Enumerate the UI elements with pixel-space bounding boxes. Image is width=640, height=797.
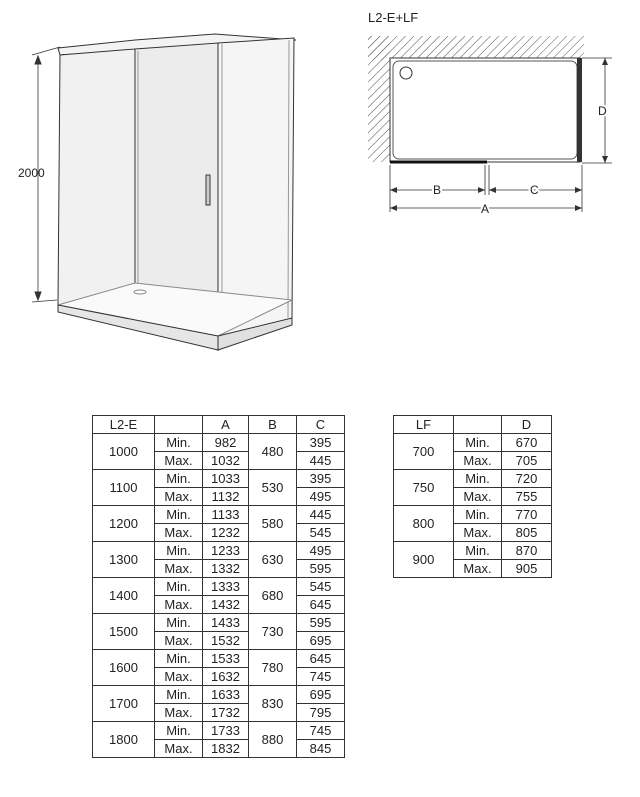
value-d-cell: 705 [502, 452, 552, 470]
value-c-cell: 445 [297, 506, 345, 524]
plan-view [368, 36, 612, 212]
value-b-cell: 730 [249, 614, 297, 650]
table-row [394, 542, 552, 560]
size-cell: 1100 [93, 470, 155, 506]
min-max-label: Max. [155, 488, 203, 506]
min-max-label: Max. [155, 524, 203, 542]
value-d-cell: 805 [502, 524, 552, 542]
header-cell: L2-E [93, 416, 155, 434]
min-max-label: Max. [454, 452, 502, 470]
size-cell: 750 [394, 470, 454, 506]
value-a-cell: 1533 [203, 650, 249, 668]
table-row [93, 434, 345, 452]
min-max-label: Min. [155, 686, 203, 704]
value-c-cell: 845 [297, 740, 345, 758]
value-a-cell: 1832 [203, 740, 249, 758]
min-max-label: Max. [454, 560, 502, 578]
min-max-label: Min. [454, 434, 502, 452]
header-cell: LF [394, 416, 454, 434]
min-max-label: Min. [454, 506, 502, 524]
value-a-cell: 1633 [203, 686, 249, 704]
table-row [394, 470, 552, 488]
table-row [93, 506, 345, 524]
value-d-cell: 905 [502, 560, 552, 578]
value-c-cell: 595 [297, 560, 345, 578]
size-cell: 900 [394, 542, 454, 578]
value-b-cell: 830 [249, 686, 297, 722]
value-a-cell: 1732 [203, 704, 249, 722]
min-max-label: Min. [155, 614, 203, 632]
min-max-label: Min. [454, 542, 502, 560]
size-cell: 1800 [93, 722, 155, 758]
table-row [93, 578, 345, 596]
min-max-label: Max. [155, 740, 203, 758]
value-c-cell: 745 [297, 722, 345, 740]
table-row [394, 506, 552, 524]
value-a-cell: 1433 [203, 614, 249, 632]
enclosure-3d-view [32, 34, 296, 350]
min-max-label: Max. [454, 524, 502, 542]
value-d-cell: 870 [502, 542, 552, 560]
value-a-cell: 1032 [203, 452, 249, 470]
value-a-cell: 1332 [203, 560, 249, 578]
min-max-label: Min. [155, 542, 203, 560]
value-c-cell: 795 [297, 704, 345, 722]
table-row [93, 614, 345, 632]
value-c-cell: 495 [297, 488, 345, 506]
value-a-cell: 1133 [203, 506, 249, 524]
min-max-label: Min. [155, 434, 203, 452]
value-b-cell: 580 [249, 506, 297, 542]
value-b-cell: 480 [249, 434, 297, 470]
plan-title: L2-E+LF [368, 10, 419, 25]
table-row [93, 686, 345, 704]
value-b-cell: 630 [249, 542, 297, 578]
value-a-cell: 1733 [203, 722, 249, 740]
value-b-cell: 680 [249, 578, 297, 614]
value-b-cell: 530 [249, 470, 297, 506]
value-d-cell: 670 [502, 434, 552, 452]
dim-label-c: C [530, 183, 539, 197]
lf-dimensions-table [393, 415, 552, 578]
min-max-label: Max. [155, 632, 203, 650]
header-cell: A [203, 416, 249, 434]
min-max-label: Min. [454, 470, 502, 488]
value-c-cell: 545 [297, 524, 345, 542]
table-header-row [93, 416, 345, 434]
header-cell: B [249, 416, 297, 434]
size-cell: 1200 [93, 506, 155, 542]
size-cell: 1000 [93, 434, 155, 470]
value-d-cell: 770 [502, 506, 552, 524]
size-cell: 800 [394, 506, 454, 542]
value-c-cell: 495 [297, 542, 345, 560]
value-a-cell: 1232 [203, 524, 249, 542]
table-header-row [394, 416, 552, 434]
value-c-cell: 445 [297, 452, 345, 470]
value-a-cell: 1033 [203, 470, 249, 488]
dim-label-b: B [433, 183, 442, 197]
min-max-label: Min. [155, 650, 203, 668]
dim-label-a: A [481, 202, 490, 216]
min-max-label: Max. [155, 452, 203, 470]
value-a-cell: 1333 [203, 578, 249, 596]
header-cell: C [297, 416, 345, 434]
value-c-cell: 645 [297, 596, 345, 614]
min-max-label: Max. [155, 668, 203, 686]
value-a-cell: 982 [203, 434, 249, 452]
min-max-label: Min. [155, 470, 203, 488]
header-cell: D [502, 416, 552, 434]
value-c-cell: 695 [297, 632, 345, 650]
size-cell: 1500 [93, 614, 155, 650]
header-cell [155, 416, 203, 434]
value-d-cell: 755 [502, 488, 552, 506]
value-a-cell: 1532 [203, 632, 249, 650]
min-max-label: Max. [155, 560, 203, 578]
value-c-cell: 395 [297, 434, 345, 452]
value-a-cell: 1233 [203, 542, 249, 560]
table-row [93, 542, 345, 560]
min-max-label: Max. [454, 488, 502, 506]
value-c-cell: 545 [297, 578, 345, 596]
table-row [93, 722, 345, 740]
value-b-cell: 780 [249, 650, 297, 686]
value-a-cell: 1132 [203, 488, 249, 506]
value-c-cell: 395 [297, 470, 345, 488]
l2e-dimensions-table [92, 415, 345, 758]
min-max-label: Max. [155, 704, 203, 722]
size-cell: 700 [394, 434, 454, 470]
size-cell: 1700 [93, 686, 155, 722]
min-max-label: Max. [155, 596, 203, 614]
table-row [93, 470, 345, 488]
value-a-cell: 1432 [203, 596, 249, 614]
min-max-label: Min. [155, 506, 203, 524]
value-b-cell: 880 [249, 722, 297, 758]
value-d-cell: 720 [502, 470, 552, 488]
header-cell [454, 416, 502, 434]
min-max-label: Min. [155, 578, 203, 596]
height-label: 2000 [18, 166, 45, 180]
size-cell: 1400 [93, 578, 155, 614]
value-c-cell: 595 [297, 614, 345, 632]
size-cell: 1600 [93, 650, 155, 686]
size-cell: 1300 [93, 542, 155, 578]
value-c-cell: 645 [297, 650, 345, 668]
table-row [93, 650, 345, 668]
value-c-cell: 695 [297, 686, 345, 704]
dim-label-d: D [598, 104, 607, 118]
value-c-cell: 745 [297, 668, 345, 686]
table-row [394, 434, 552, 452]
value-a-cell: 1632 [203, 668, 249, 686]
min-max-label: Min. [155, 722, 203, 740]
